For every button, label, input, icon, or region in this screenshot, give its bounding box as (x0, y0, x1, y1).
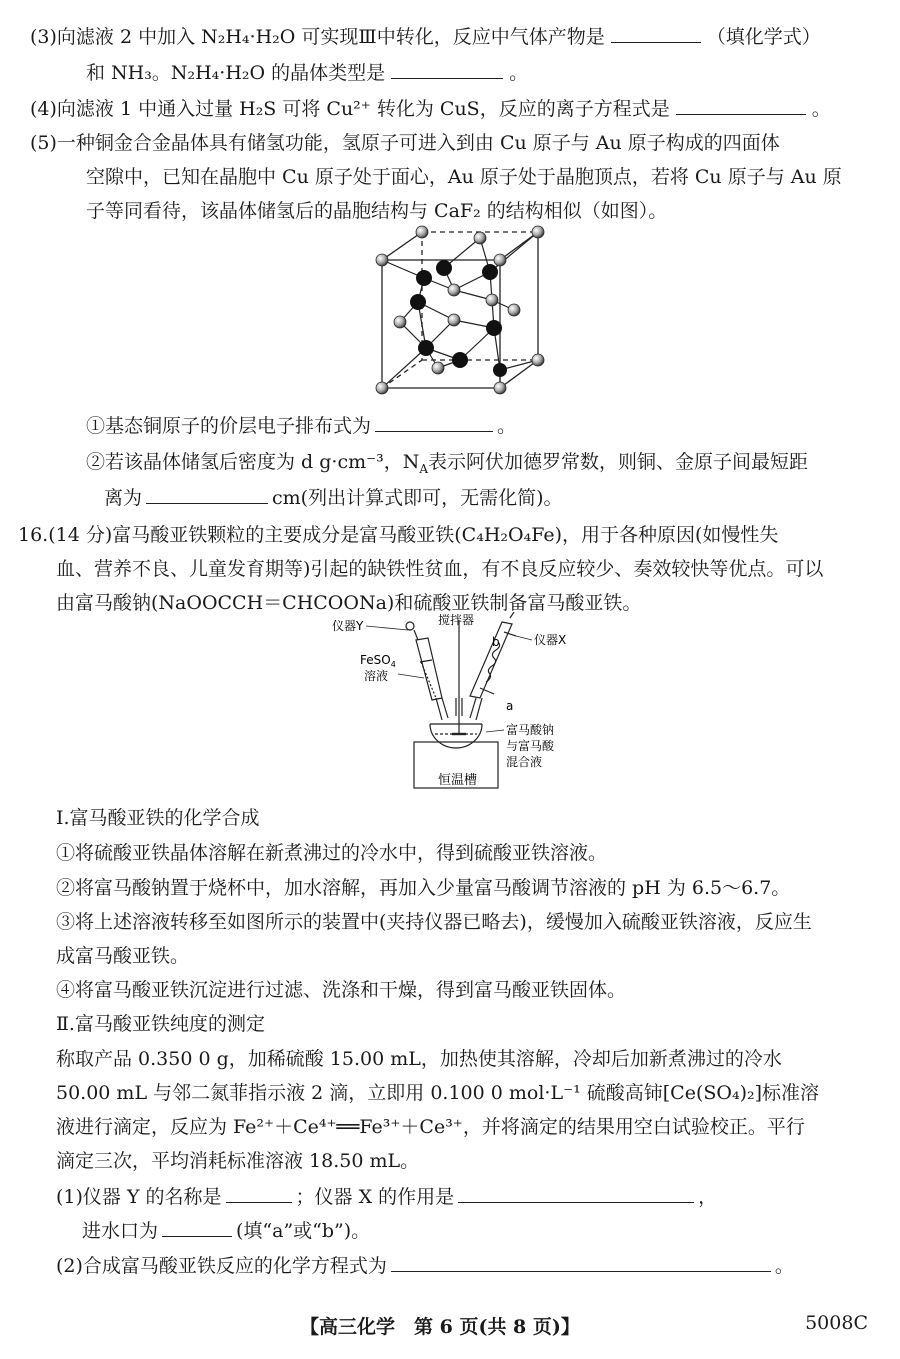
q3-line2: 和 NH₃。N₂H₄·H₂O 的晶体类型是 。 (86, 62, 529, 84)
q5-sub2-cont: 离为 cm(列出计算式即可，无需化简)。 (104, 487, 563, 509)
part1-step2: ②将富马酸钠置于烧杯中，加水溶解，再加入少量富马酸调节溶液的 pH 为 6.5～6.7。 (56, 877, 791, 899)
part1-title: Ⅰ.富马酸亚铁的化学合成 (56, 807, 260, 829)
q5-distance-blank[interactable] (146, 485, 268, 504)
q1-line2: 进水口为 (填“a”或“b”)。 (82, 1220, 371, 1242)
part2-para3: 液进行滴定，反应为 Fe²⁺＋Ce⁴⁺══Fe³⁺＋Ce³⁺，并将滴定的结果用空白试验校正。平行 (56, 1116, 805, 1138)
q1-function-blank[interactable] (458, 1184, 694, 1203)
q16-line1: 16.(14 分)富马酸亚铁颗粒的主要成分是富马酸亚铁(C₄H₂O₄Fe)，用于各种原因(如慢性失 (18, 524, 779, 546)
part1-step3-b: 成富马酸亚铁。 (56, 945, 190, 967)
q5-line3: 子等同看待，该晶体储氢后的晶胞结构与 CaF₂ 的结构相似（如图）。 (86, 200, 668, 222)
part1-step3-a: ③将上述溶液转移至如图所示的装置中(夹持仪器已略去)，缓慢加入硫酸亚铁溶液，反应生 (56, 911, 812, 933)
q16-line2: 血、营养不良、儿童发育期等)引起的缺铁性贫血，有不良反应较少、奏效较快等优点。可以 (56, 558, 824, 580)
q3-crystal-blank[interactable] (391, 60, 503, 79)
label-bath: 恒温槽 (438, 773, 478, 788)
part1-step4: ④将富马酸亚铁沉淀进行过滤、洗涤和干燥，得到富马酸亚铁固体。 (56, 979, 627, 1001)
page-footer: 【高三化学 第 6 页(共 8 页)】 (300, 1316, 580, 1338)
q5-sub2: ②若该晶体储氢后密度为 d g·cm⁻³，$N_A$表示阿伏加德罗常数，则铜、金原子间最短距 (86, 451, 809, 476)
label-mix-3: 混合液 (506, 755, 543, 769)
paper-code: 5008C (805, 1312, 868, 1334)
part1-step1: ①将硫酸亚铁晶体溶解在新煮沸过的冷水中，得到硫酸亚铁溶液。 (56, 842, 608, 864)
q1-name-blank[interactable] (226, 1184, 292, 1203)
q3-line1: (3)向滤液 2 中加入 N₂H₄·H₂O 可实现Ⅲ中转化，反应中气体产物是 （填化学式） (30, 26, 821, 48)
label-instrument-y: 仪器Y (332, 619, 364, 633)
q1-line1: (1)仪器 Y 的名称是 ；仪器 X 的作用是 ， (56, 1186, 718, 1208)
q4-line: (4)向滤液 1 中通入过量 H₂S 可将 Cu²⁺ 转化为 CuS，反应的离子方程式是 。 (30, 98, 831, 120)
label-instrument-x: 仪器X (534, 633, 567, 647)
label-feso4: FeSO$_4$ (360, 653, 396, 669)
q16-line3: 由富马酸钠(NaOOCCH＝CHCOONa)和硫酸亚铁制备富马酸亚铁。 (56, 592, 642, 614)
label-a: a (506, 699, 514, 713)
label-b: b (492, 635, 500, 649)
label-solution: 溶液 (364, 669, 389, 683)
label-mix-1: 富马酸钠 (506, 723, 555, 737)
part2-para4: 滴定三次，平均消耗标准溶液 18.50 mL。 (56, 1150, 420, 1172)
label-stirrer: 搅拌器 (438, 613, 475, 627)
q1-inlet-blank[interactable] (162, 1218, 232, 1237)
q5-sub1: ①基态铜原子的价层电子排布式为 。 (86, 415, 517, 437)
part2-para2: 50.00 mL 与邻二氮菲指示液 2 滴，立即用 0.100 0 mol·L⁻¹ 硫酸高铈[Ce(SO₄)₂]标准溶 (56, 1082, 820, 1104)
crystal-cell-figure (360, 220, 560, 410)
part2-para1: 称取产品 0.350 0 g，加稀硫酸 15.00 mL，加热使其溶解，冷却后加新煮沸过的冷水 (56, 1048, 782, 1070)
q5-config-blank[interactable] (375, 413, 493, 432)
q5-line1: (5)一种铜金合金晶体具有储氢功能，氢原子可进入到由 Cu 原子与 Au 原子构成的四面体 (30, 132, 780, 154)
q3-gas-blank[interactable] (611, 24, 701, 43)
label-mix-2: 与富马酸 (506, 739, 555, 753)
apparatus-figure (320, 612, 580, 802)
q4-equation-blank[interactable] (676, 96, 806, 115)
q5-line2: 空隙中，已知在晶胞中 Cu 原子处于面心，Au 原子处于晶胞顶点，若将 Cu 原子与 Au 原 (86, 166, 842, 188)
q2-equation-blank[interactable] (391, 1253, 771, 1272)
q2-line: (2)合成富马酸亚铁反应的化学方程式为 。 (56, 1255, 794, 1277)
part2-title: Ⅱ.富马酸亚铁纯度的测定 (56, 1013, 265, 1035)
